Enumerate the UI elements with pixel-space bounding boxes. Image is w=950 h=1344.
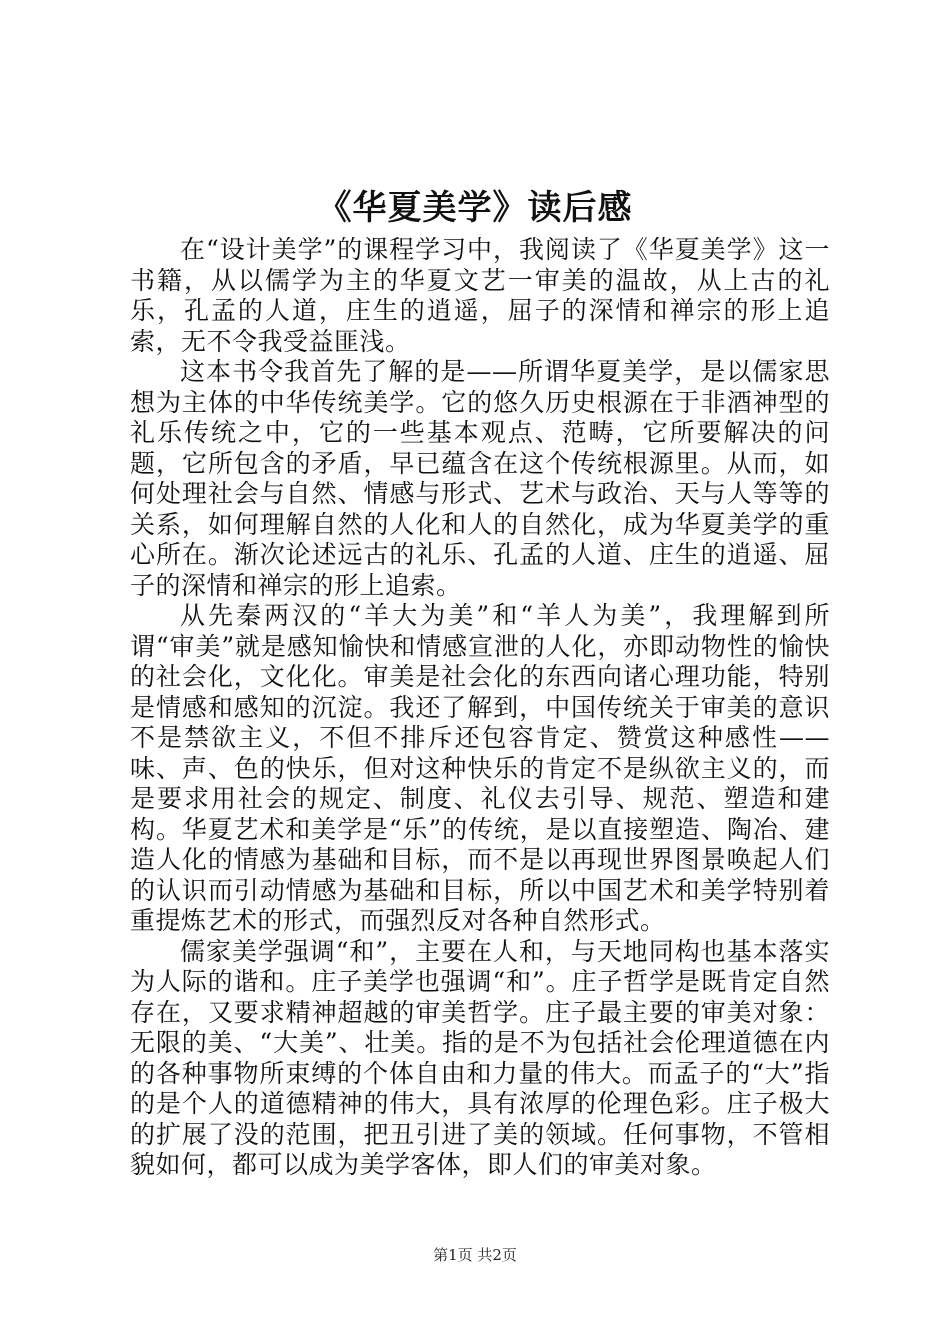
- paragraph-2: 这本书令我首先了解的是——所谓华夏美学，是以儒家思想为主体的中华传统美学。它的悠久历史根源在于非酒神型的礼乐传统之中，它的一些基本观点、范畴，它所要解决的问题，它所包含的矛盾，早已蕴含在这个传统根源里。从而，如何处理社会与自然、情感与形式、艺术与政治、天与人等等的关系，如何理解自然的人化和人的自然化，成为华夏美学的重心所在。渐次论述远古的礼乐、孔孟的人道、庄生的逍遥、屈子的深情和禅宗的形上追索。: [130, 357, 830, 600]
- paragraph-3: 从先秦两汉的“羊大为美”和“羊人为美”，我理解到所谓“审美”就是感知愉快和情感宣泄的人化，亦即动物性的愉快的社会化，文化化。审美是社会化的东西向诸心理功能，特别是情感和感知的沉淀。我还了解到，中国传统关于审美的意识不是禁欲主义，不但不排斥还包容肯定、赞赏这种感性——味、声、色的快乐，但对这种快乐的肯定不是纵欲主义的，而是要求用社会的规定、制度、礼仪去引导、规范、塑造和建构。华夏艺术和美学是“乐”的传统，是以直接塑造、陶冶、建造人化的情感为基础和目标，而不是以再现世界图景唤起人们的认识而引动情感为基础和目标，所以中国艺术和美学特别着重提炼艺术的形式，而强烈反对各种自然形式。: [130, 601, 830, 935]
- document-title: 《华夏美学》读后感: [317, 188, 633, 228]
- page-number-footer: 第1页 共2页: [433, 1246, 517, 1264]
- paragraph-1: 在“设计美学”的课程学习中，我阅读了《华夏美学》这一书籍，从以儒学为主的华夏文艺一审美的温故，从上古的礼乐，孔孟的人道，庄生的逍遥，屈子的深情和禅宗的形上追索，无不令我受益匪浅。: [130, 235, 830, 356]
- paragraph-4: 儒家美学强调“和”，主要在人和，与天地同构也基本落实为人际的谐和。庄子美学也强调“和”。庄子哲学是既肯定自然存在，又要求精神超越的审美哲学。庄子最主要的审美对象：无限的美、“大美”、壮美。指的是不为包括社会伦理道德在内的各种事物所束缚的个体自由和力量的伟大。而孟子的“大”指的是个人的道德精神的伟大，具有浓厚的伦理色彩。庄子极大的扩展了没的范围，把丑引进了美的领域。任何事物，不管相貌如何，都可以成为美学客体，即人们的审美对象。: [130, 936, 830, 1179]
- document-body: [130, 235, 830, 1181]
